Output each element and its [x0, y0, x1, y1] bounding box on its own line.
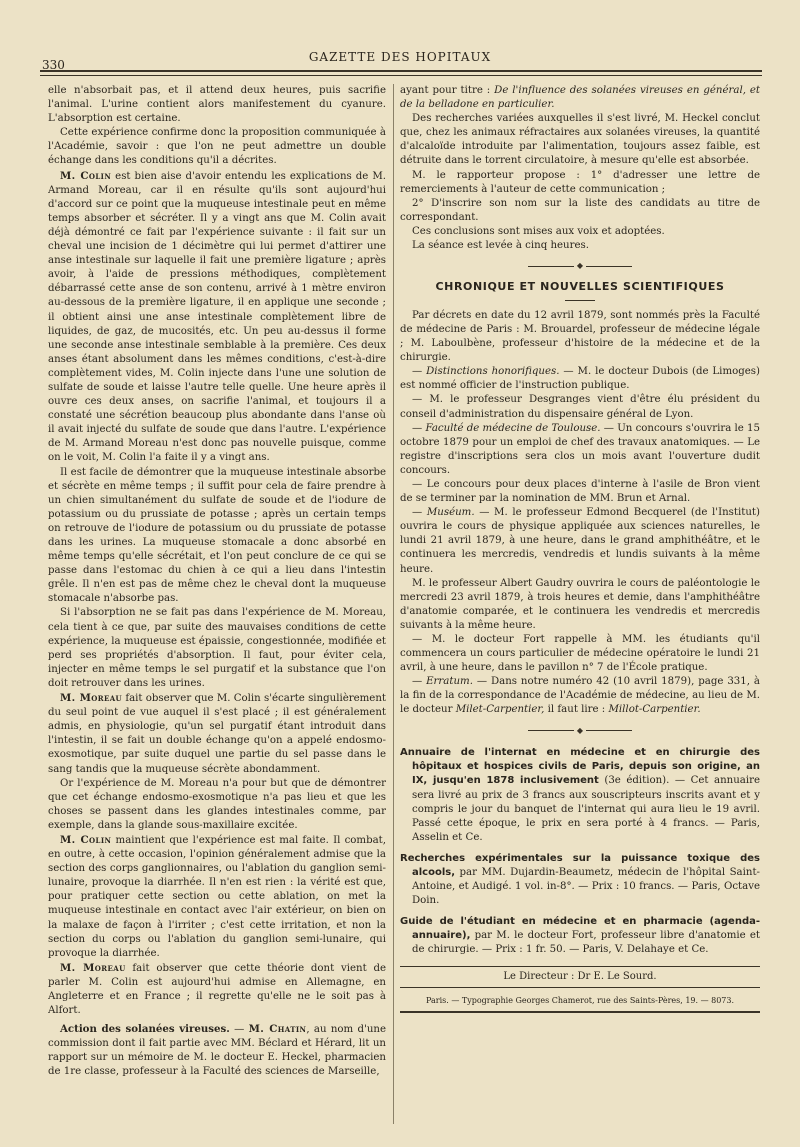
- right-column: [400, 84, 760, 1124]
- erratum-wrong-name: Milet-Carpentier,: [455, 704, 545, 716]
- news-text: il faut lire :: [544, 704, 609, 716]
- paragraph: Cette expérience confirme donc la proposition communiquée à l'Académie, savoir : que l'on ne peut admettre un double échange dans les conditions qu'il a décrites.: [48, 127, 386, 167]
- director-signature: Le Directeur : Dr E. Le Sourd.: [400, 966, 760, 988]
- book-notice: [400, 852, 760, 908]
- paragraph-text: fait observer que cette théorie dont vient de parler M. Colin est aujourd'hui admise en Allemagne, en Angleterre et en France ; il regrette qu'elle ne le soit pas à Alfort.: [48, 962, 386, 1017]
- paragraph-text: ayant pour titre :: [400, 85, 495, 96]
- book-details: (3e édition). — Cet annuaire sera livré au prix de 3 francs aux souscripteurs inscrits avant et y compris le jour du banquet de l'internat qui aura lieu le 19 avril. Passé cette époque, le prix en sera porté à 4 francs. — Paris, Asselin et Ce.: [412, 775, 760, 843]
- news-item: — Distinctions honorifiques. — M. le docteur Dubois (de Limoges) est nommé officier de l'instruction publique.: [400, 366, 760, 392]
- paragraph: M. le rapporteur propose : 1° d'adresser une lettre de remerciements à l'auteur de cette communication ;: [400, 169, 760, 195]
- ornament-separator: ◆: [400, 724, 760, 739]
- paragraph: [48, 1022, 386, 1079]
- book-notice: [400, 746, 760, 845]
- book-title: Recherches expérimentales sur la puissance toxique des alcools,: [400, 852, 760, 878]
- section-heading: CHRONIQUE ET NOUVELLES SCIENTIFIQUES: [435, 279, 725, 293]
- left-column: [48, 84, 386, 1130]
- book-notice: [400, 915, 760, 957]
- book-title: Guide de l'étudiant en médecine et en pharmacie (agenda-annuaire),: [400, 916, 760, 942]
- paragraph: elle n'absorbait pas, et il attend deux heures, puis sacrifie l'animal. L'urine contient alors manifestement du cyanure. L'absorption est certaine.: [48, 85, 386, 125]
- news-item: — Faculté de médecine de Toulouse. — Un concours s'ouvrira le 15 octobre 1879 pour un emploi de chef des travaux anatomiques. — Le registre d'inscriptions sera clos un mois avant l'ouverture dudit concours.: [400, 422, 760, 476]
- erratum-correct-name: Millot-Carpentier.: [608, 704, 701, 716]
- paragraph: Des recherches variées auxquelles il s'est livré, M. Heckel conclut que, chez les animaux réfractaires aux solanées vireuses, la quantité d'alcaloïde introduite par l'alimentation, toujours assez faible, est détruite dans le torrent circulatoire, à mesure qu'elle est absorbée.: [400, 113, 760, 167]
- section-title: Action des solanées vireuses.: [60, 1023, 230, 1036]
- news-text: — M. le professeur Edmond Becquerel (de l'Institut) ouvrira le cours de physique appliquée aux sciences naturelles, le lundi 21 avril 1879, à une heure, dans le grand amphithéâtre, et le continuera les mercredis, vendredis et lundis suivants à la même heure.: [400, 507, 760, 575]
- news-item: — Erratum. — Dans notre numéro 42 (10 avril 1879), page 331, à la fin de la correspondance de l'Académie de médecine, au lieu de M. le docteur Milet-Carpentier, il faut lire : Millot-Carpentier.: [400, 676, 760, 716]
- column-divider: [393, 84, 394, 1124]
- news-item: Par décrets en date du 12 avril 1879, sont nommés près la Faculté de médecine de Paris : M. Brouardel, professeur de médecine légale ; M. Laboulbène, professeur d'histoire de la médecine et de la chirurgie.: [400, 309, 760, 364]
- speaker-name: M. Colin: [60, 169, 112, 182]
- news-item: — M. le docteur Fort rappelle à MM. les étudiants qu'il commencera un cours particulier de médecine opératoire le lundi 21 avril, à une heure, dans le pavillon n° 7 de l'École pratique.: [400, 634, 760, 674]
- news-text: — Un concours s'ouvrira le 15 octobre 1879 pour un emploi de chef des travaux anatomiques. — Le registre d'inscriptions sera clos un mois avant l'ouverture dudit concours.: [400, 422, 760, 476]
- paragraph: [48, 169, 386, 466]
- paragraph: Si l'absorption ne se fait pas dans l'expérience de M. Moreau, cela tient à ce que, par suite des mauvaises conditions de cette expérience, la muqueuse est épaissie, congestionnée, modifiée et perd ses propriétés d'absorption. Il faut, pour éviter cela, injecter en même temps le sel purgatif et la substance que l'on doit retrouver dans les urines.: [48, 607, 386, 689]
- news-topic: Distinctions honorifiques.: [426, 366, 560, 378]
- speaker-name: M. Moreau: [60, 961, 126, 974]
- paragraph: Il est facile de démontrer que la muqueuse intestinale absorbe et sécrète en même temps ; il suffit pour cela de faire prendre à un chien simultanément du sulfate de soude et de l'iodure de potassium ou du prussiate de potasse ; après un certain temps on retrouve de l'iodure de potassium ou du prussiate de potasse dans les urines. La muqueuse stomacale a donc absorbé en même temps qu'elle sécrétait, et l'on peut conclure de ce qui se passe dans l'estomac du chien à ce qui a lieu dans l'intestin grêle. Il n'en est pas de même chez le cheval dont la muqueuse stomacale n'absorbe pas.: [48, 466, 386, 605]
- paragraph: [48, 961, 386, 1018]
- paragraph: La séance est levée à cinq heures.: [412, 240, 589, 252]
- paragraph-text: maintient que l'expérience est mal faite. Il combat, en outre, à cette occasion, l'opinion généralement admise que la section des corps ganglionnaires, ou l'ablation du ganglion semi-lunaire, provoque la diarrhée. Il n'en est rien : la vérité est que, pour pratiquer cette section ou cette ablation, on met la muqueuse intestinale en contact avec l'air extérieur, on bien on la malaxe de façon à l'irriter ; c'est cette irritation, et non la section du corps ou l'ablation du ganglion semi-lunaire, qui provoque la diarrhée.: [48, 834, 386, 959]
- news-item: — Le concours pour deux places d'interne à l'asile de Bron vient de se terminer par la nomination de MM. Brun et Arnal.: [400, 478, 760, 505]
- heading-rule: [565, 300, 595, 301]
- paragraph: [400, 84, 760, 112]
- paragraph-text: fait observer que M. Colin s'écarte singulièrement du seul point de vue auquel il s'est placé ; il est généralement admis, en physiologie, qu'un sel purgatif étant introduit dans l'intestin, il se fait un double échange qu'on a appelé endosmo-exosmotique, par suite duquel une partie du sel passe dans le sang tandis que la muqueuse sécrète abondamment.: [48, 693, 386, 775]
- news-item: — M. le professeur Desgranges vient d'être élu président du conseil d'administration du dispensaire général de Lyon.: [400, 394, 760, 420]
- book-details: par MM. Dujardin-Beaumetz, médecin de l'hôpital Saint-Antoine, et Audigé. 1 vol. in-8°. — Prix : 10 francs. — Paris, Octave Doin.: [412, 866, 760, 907]
- paragraph: [48, 691, 386, 777]
- news-item: M. le professeur Albert Gaudry ouvrira le cours de paléontologie le mercredi 23 avril 1879, à trois heures et demie, dans l'amphithéâtre d'anatomie comparée, et le continuera les vendredis et mercredis suivants à la même heure.: [400, 577, 760, 631]
- paragraph: 2° D'inscrire son nom sur la liste des candidats au titre de correspondant.: [400, 197, 760, 223]
- header-rule: [40, 70, 762, 76]
- news-topic: Muséum.: [426, 507, 475, 519]
- speaker-name: M. Colin: [60, 833, 112, 846]
- dash: —: [229, 1024, 249, 1036]
- speaker-name: M. Moreau: [60, 692, 123, 705]
- book-details: par M. le docteur Fort, professeur libre d'anatomie et de chirurgie. — Prix : 1 fr. 50. — Paris, V. Delahaye et Ce.: [412, 930, 760, 956]
- ornament-separator: ◆: [400, 259, 760, 274]
- paragraph-text: , au nom d'une commission dont il fait partie avec MM. Béclard et Hérard, lit un rapport sur un mémoire de M. le docteur E. Heckel, pharmacien de 1re classe, professeur à la Faculté des sciences de Marseille,: [48, 1024, 386, 1078]
- paragraph: [48, 833, 386, 961]
- memoir-title: De l'influence des solanées vireuses en général, et de la belladone en particulier.: [400, 85, 760, 111]
- news-text: — Dans notre numéro 42 (10 avril 1879), page 331, à la fin de la correspondance de l'Académie de médecine, au lieu de M. le docteur: [400, 676, 760, 716]
- news-topic: Faculté de médecine de Toulouse.: [425, 422, 601, 434]
- running-title: GAZETTE DES HOPITAUX: [308, 50, 492, 64]
- news-text: — M. le docteur Dubois (de Limoges) est nommé officier de l'instruction publique.: [400, 366, 760, 392]
- page-number: 330: [42, 58, 65, 72]
- book-title: Annuaire de l'internat en médecine et en chirurgie des hôpitaux et hospices civils de Paris, depuis son origine, an IX, jusqu'en 1878 inclusivement: [400, 747, 760, 787]
- paragraph-text: est bien aise d'avoir entendu les explications de M. Armand Moreau, car il en résulte qu'ils sont aujourd'hui d'accord sur ce point que la muqueuse intestinale peut en même temps absorber et sécréter. Il y a vingt ans que M. Colin avait déjà démontré ce fait par l'expérience suivante : il fait sur un cheval une incision de 1 décimètre qui lui permet d'attirer une anse intestinale sur laquelle il fait une première ligature ; après avoir, à l'aide de pressions méthodiques, complètement débarrassé cette anse de son contenu, arrivé à 1 mètre environ au-dessous de la première ligature, il en applique une seconde ; il obtient ainsi une anse intestinale complètement libre de liquides, de gaz, de mucosités, etc. Un peu au-dessus il forme une seconde anse intestinale semblable à la première. Ces deux anses étant absolument dans les mêmes conditions, c'est-à-dire complètement vides, M. Colin injecte dans l'une une solution de sulfate de soude et laisse l'autre telle quelle. Une heure après il ouvre ces deux anses, on sacrifie l'animal, et toujours il a constaté une sécrétion beaucoup plus abondante dans l'anse où il avait injecté du sulfate de soude que dans l'autre. L'expérience de M. Armand Moreau n'est donc pas nouvelle puisque, comme on le voit, M. Colin l'a faite il y a vingt ans.: [48, 170, 386, 464]
- news-topic: Erratum.: [426, 676, 473, 688]
- speaker-name: M. Chatin: [248, 1023, 307, 1036]
- paragraph: Ces conclusions sont mises aux voix et adoptées.: [412, 225, 665, 237]
- bibliography: [400, 746, 760, 957]
- paragraph: Or l'expérience de M. Moreau n'a pour but que de démontrer que cet échange endosmo-exosmotique n'a pas lieu et que les choses se passent dans les glandes intestinales comme, par exemple, dans la glande sous-maxillaire excitée.: [48, 777, 386, 831]
- news-item: — Muséum. — M. le professeur Edmond Becquerel (de l'Institut) ouvrira le cours de physique appliquée aux sciences naturelles, le lundi 21 avril 1879, à une heure, dans le grand amphithéâtre, et le continuera les mercredis, vendredis et lundis suivants à la même heure.: [400, 507, 760, 575]
- printer-imprint: Paris. — Typographie Georges Chamerot, rue des Saints-Pères, 19. — 8073.: [400, 988, 760, 1013]
